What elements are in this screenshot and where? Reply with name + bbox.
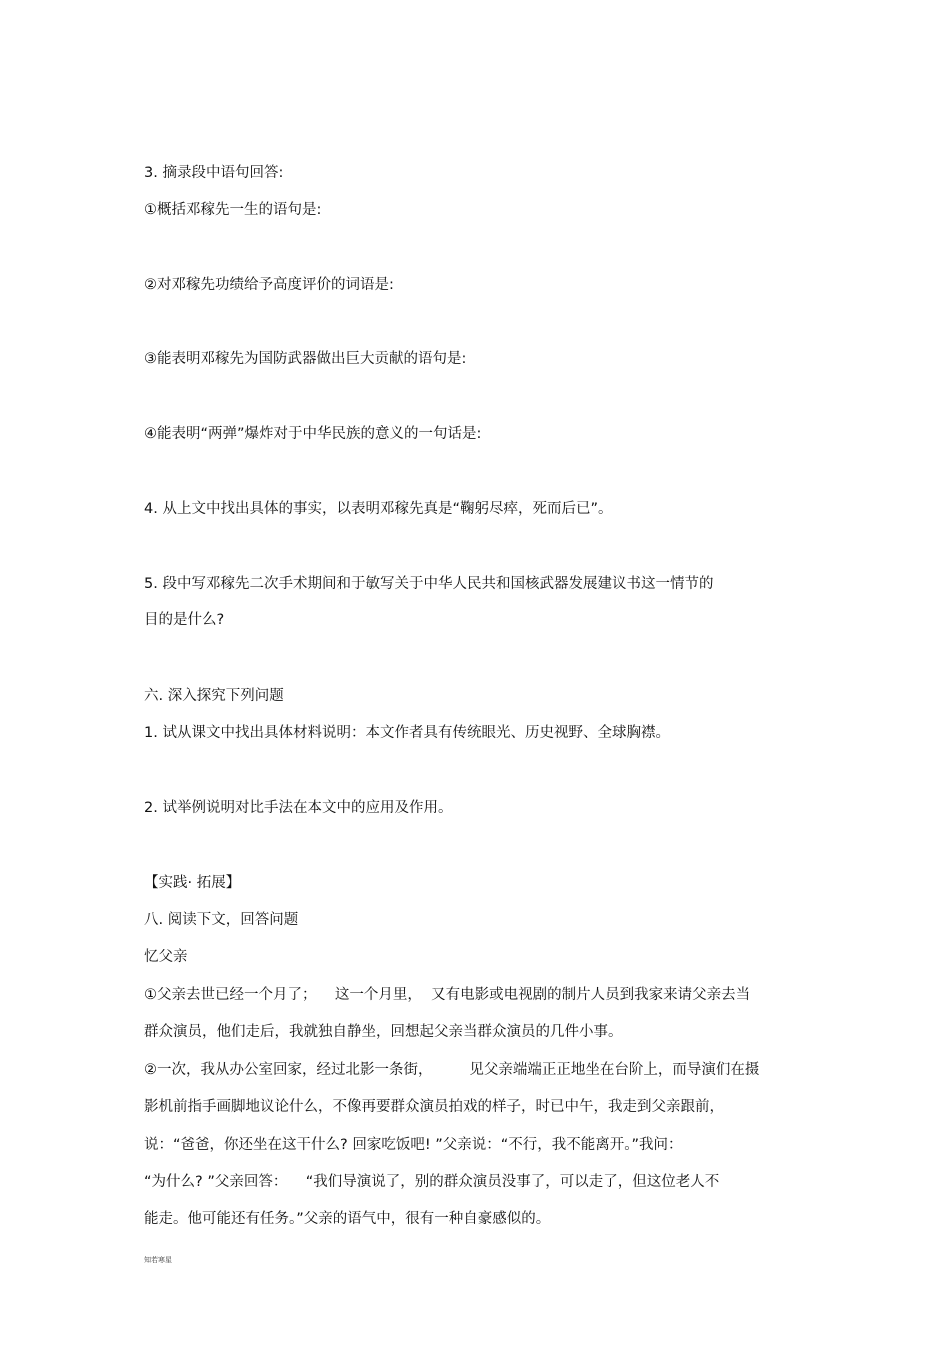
question-3-item-3: ③能表明邓稼先为国防武器做出巨大贡献的语句是: <box>144 351 467 367</box>
passage-paragraph-2-line-2: 影机前指手画脚地议论什么，不像再要群众演员拍戏的样子，时已中午，我走到父亲跟前， <box>144 1099 724 1115</box>
section-6-question-1: 1. 试从课文中找出具体材料说明：本文作者具有传统眼光、历史视野、全球胸襟。 <box>144 725 670 741</box>
question-5-line-2: 目的是什么? <box>144 612 225 628</box>
question-3-item-1: ①概括邓稼先一生的语句是: <box>144 202 322 218</box>
section-6-heading: 六. 深入探究下列问题 <box>144 688 284 704</box>
question-3-item-4: ④能表明“两弹”爆炸对于中华民族的意义的一句话是: <box>144 426 482 442</box>
section-6-question-2: 2. 试举例说明对比手法在本文中的应用及作用。 <box>144 800 453 816</box>
passage-title: 忆父亲 <box>144 949 188 965</box>
practice-heading: 【实践· 拓展】 <box>144 875 241 891</box>
passage-paragraph-2-line-1: ②一次，我从办公室回家，经过北影一条街， 见父亲端端正正地坐在台阶上，而导演们在摄 <box>144 1062 760 1078</box>
passage-paragraph-1-line-1: ①父亲去世已经一个月了； 这一个月里， 又有电影或电视剧的制片人员到我家来请父亲去当 <box>144 987 751 1003</box>
footer-watermark: 知若寒星 <box>144 1256 172 1264</box>
question-3-heading: 3. 摘录段中语句回答: <box>144 165 284 181</box>
question-3-item-2: ②对邓稼先功绩给予高度评价的词语是: <box>144 277 394 293</box>
passage-paragraph-2-line-5: 能走。他可能还有任务。”父亲的语气中，很有一种自豪感似的。 <box>144 1211 551 1227</box>
passage-paragraph-1-line-2: 群众演员，他们走后，我就独自静坐，回想起父亲当群众演员的几件小事。 <box>144 1024 623 1040</box>
passage-paragraph-2-line-4: “为什么? ”父亲回答： “我们导演说了，别的群众演员没事了，可以走了，但这位老人不 <box>144 1174 720 1190</box>
section-8-heading: 八. 阅读下文，回答问题 <box>144 912 299 928</box>
passage-paragraph-2-line-3: 说：“爸爸，你还坐在这干什么? 回家吃饭吧! ”父亲说：“不行，我不能离开。”我问： <box>144 1137 683 1153</box>
question-5-line-1: 5. 段中写邓稼先二次手术期间和于敏写关于中华人民共和国核武器发展建议书这一情节的 <box>144 576 714 592</box>
question-4: 4. 从上文中找出具体的事实，以表明邓稼先真是“鞠躬尽瘁，死而后已”。 <box>144 501 613 517</box>
